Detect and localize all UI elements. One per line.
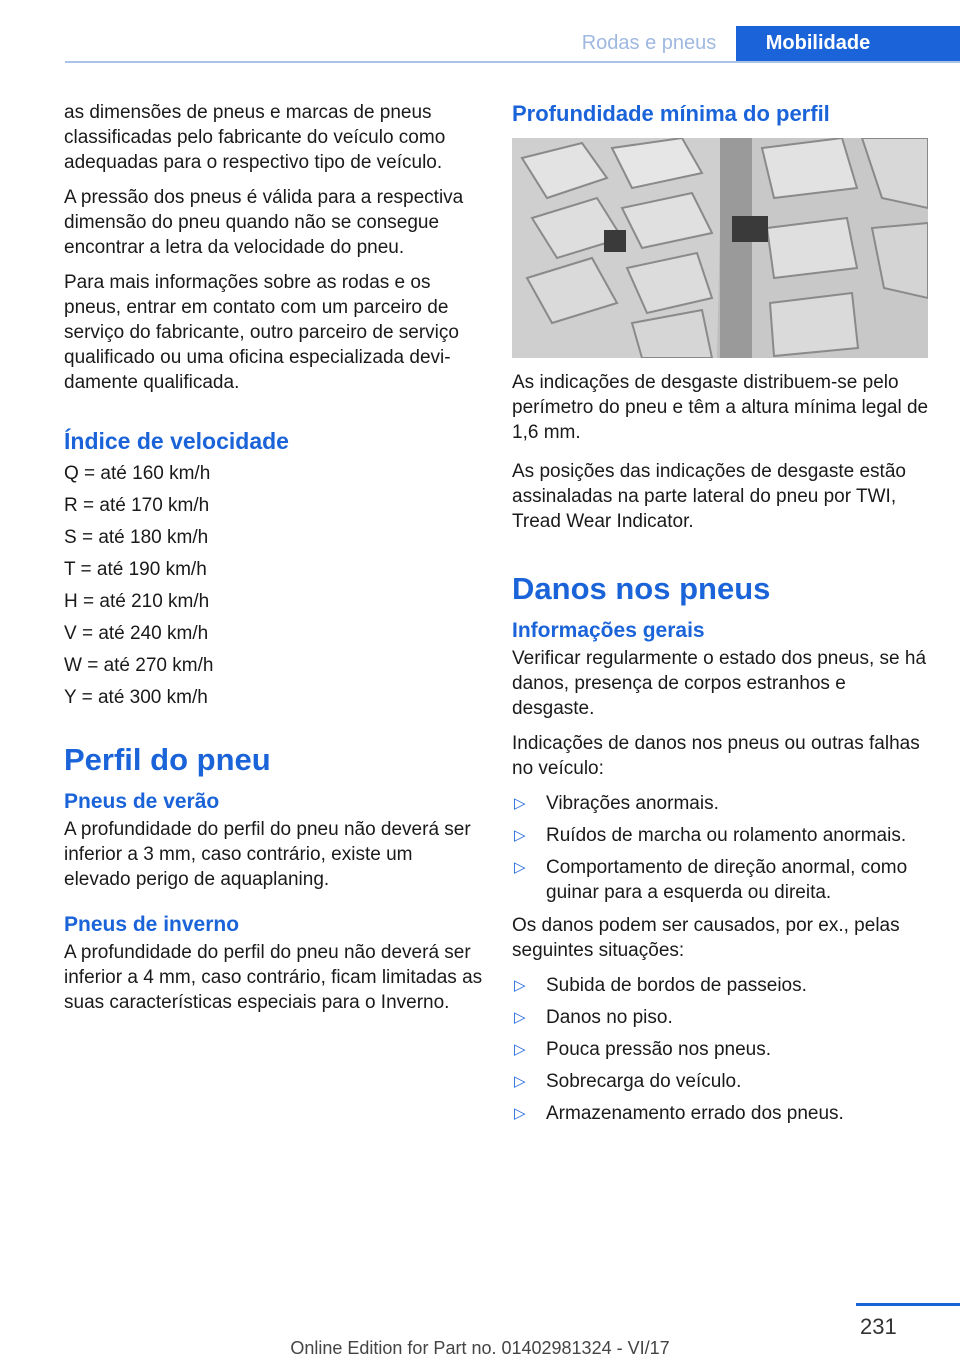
list-item: ▷ Comportamento de direção anormal, como guinar para a esquerda ou direita. <box>514 857 908 903</box>
tire-profile-heading: Perfil do pneu <box>64 742 271 777</box>
paragraph: Verificar regularmente o estado dos pneus, se há danos, presença de corpos estranhos e desgaste. <box>512 648 927 719</box>
speed-index-list <box>64 461 484 710</box>
list-item: ▷ Danos no piso. <box>514 1007 673 1028</box>
indications-list <box>512 791 932 905</box>
speed-item: Q = até 160 km/h <box>64 463 211 484</box>
header-section-tab[interactable]: Rodas e pneus <box>581 32 717 54</box>
header-rule <box>65 61 960 63</box>
tire-tread-image <box>512 138 928 358</box>
list-item: ▷ Armazenamento errado dos pneus. <box>514 1103 844 1124</box>
page-number: 231 <box>860 1314 897 1339</box>
list-item: ▷ Pouca pressão nos pneus. <box>514 1039 771 1060</box>
speed-item: S = até 180 km/h <box>64 527 209 548</box>
general-info-heading: Informações gerais <box>512 619 705 642</box>
left-column <box>64 100 484 1025</box>
paragraph: A pressão dos pneus é válida para a respectiva dimensão do pneu quando não se consegue encontrar a letra da velocidade do pneu. <box>64 187 464 258</box>
winter-tires-heading: Pneus de inverno <box>64 913 240 936</box>
paragraph: Indicações de danos nos pneus ou outras falhas no veículo: <box>512 733 920 779</box>
paragraph: A profundidade do perfil do pneu não deverá ser inferior a 4 mm, caso contrário, ficam limitadas as suas características especiais para o Inverno. <box>64 942 483 1013</box>
speed-item: R = até 170 km/h <box>64 495 210 516</box>
footer-rule <box>856 1303 960 1306</box>
paragraph: as dimensões de pneus e marcas de pneus classificadas pelo fabricante do veículo como adequadas para o respectivo tipo de veículo. <box>64 102 446 173</box>
speed-item: V = até 240 km/h <box>64 623 209 644</box>
summer-tires-heading: Pneus de verão <box>64 790 220 813</box>
header-chapter-tab[interactable]: Mobilidade <box>736 26 960 63</box>
speed-item: Y = até 300 km/h <box>64 687 208 708</box>
paragraph: Os danos podem ser causados, por ex., pelas seguintes situações: <box>512 915 900 961</box>
edition-footer: Online Edition for Part no. 01402981324 - VI/17 <box>290 1338 670 1358</box>
paragraph: As posições das indicações de desgaste estão assinaladas na parte lateral do pneu por TWI, Tread Wear Indicator. <box>512 461 906 532</box>
list-item: ▷ Subida de bordos de passeios. <box>514 975 807 996</box>
speed-item: T = até 190 km/h <box>64 559 207 580</box>
speed-index-heading: Índice de velocidade <box>64 428 289 454</box>
right-column <box>512 100 932 1134</box>
speed-item: W = até 270 km/h <box>64 655 214 676</box>
paragraph: As indicações de desgaste distribuem-se pelo perímetro do pneu e têm a altura mínima legal de 1,6 mm. <box>512 372 929 443</box>
speed-item: H = até 210 km/h <box>64 591 210 612</box>
min-depth-heading: Profundidade mínima do perfil <box>512 101 830 126</box>
list-item: ▷ Ruídos de marcha ou rolamento anormais. <box>514 825 907 846</box>
paragraph: A profundidade do perfil do pneu não deverá ser inferior a 3 mm, caso contrário, existe um elevado perigo de aquaplaning. <box>64 819 471 890</box>
paragraph: Para mais informações sobre as rodas e os pneus, entrar em contato com um parceiro de serviço do fabricante, outro parceiro de serviço qualificado ou uma oficina especializada devidamente qualificada. <box>64 272 459 393</box>
list-item: ▷ Vibrações anormais. <box>514 793 719 814</box>
causes-list <box>512 973 932 1126</box>
list-item: ▷ Sobrecarga do veículo. <box>514 1071 742 1092</box>
tire-damage-heading: Danos nos pneus <box>512 571 771 606</box>
